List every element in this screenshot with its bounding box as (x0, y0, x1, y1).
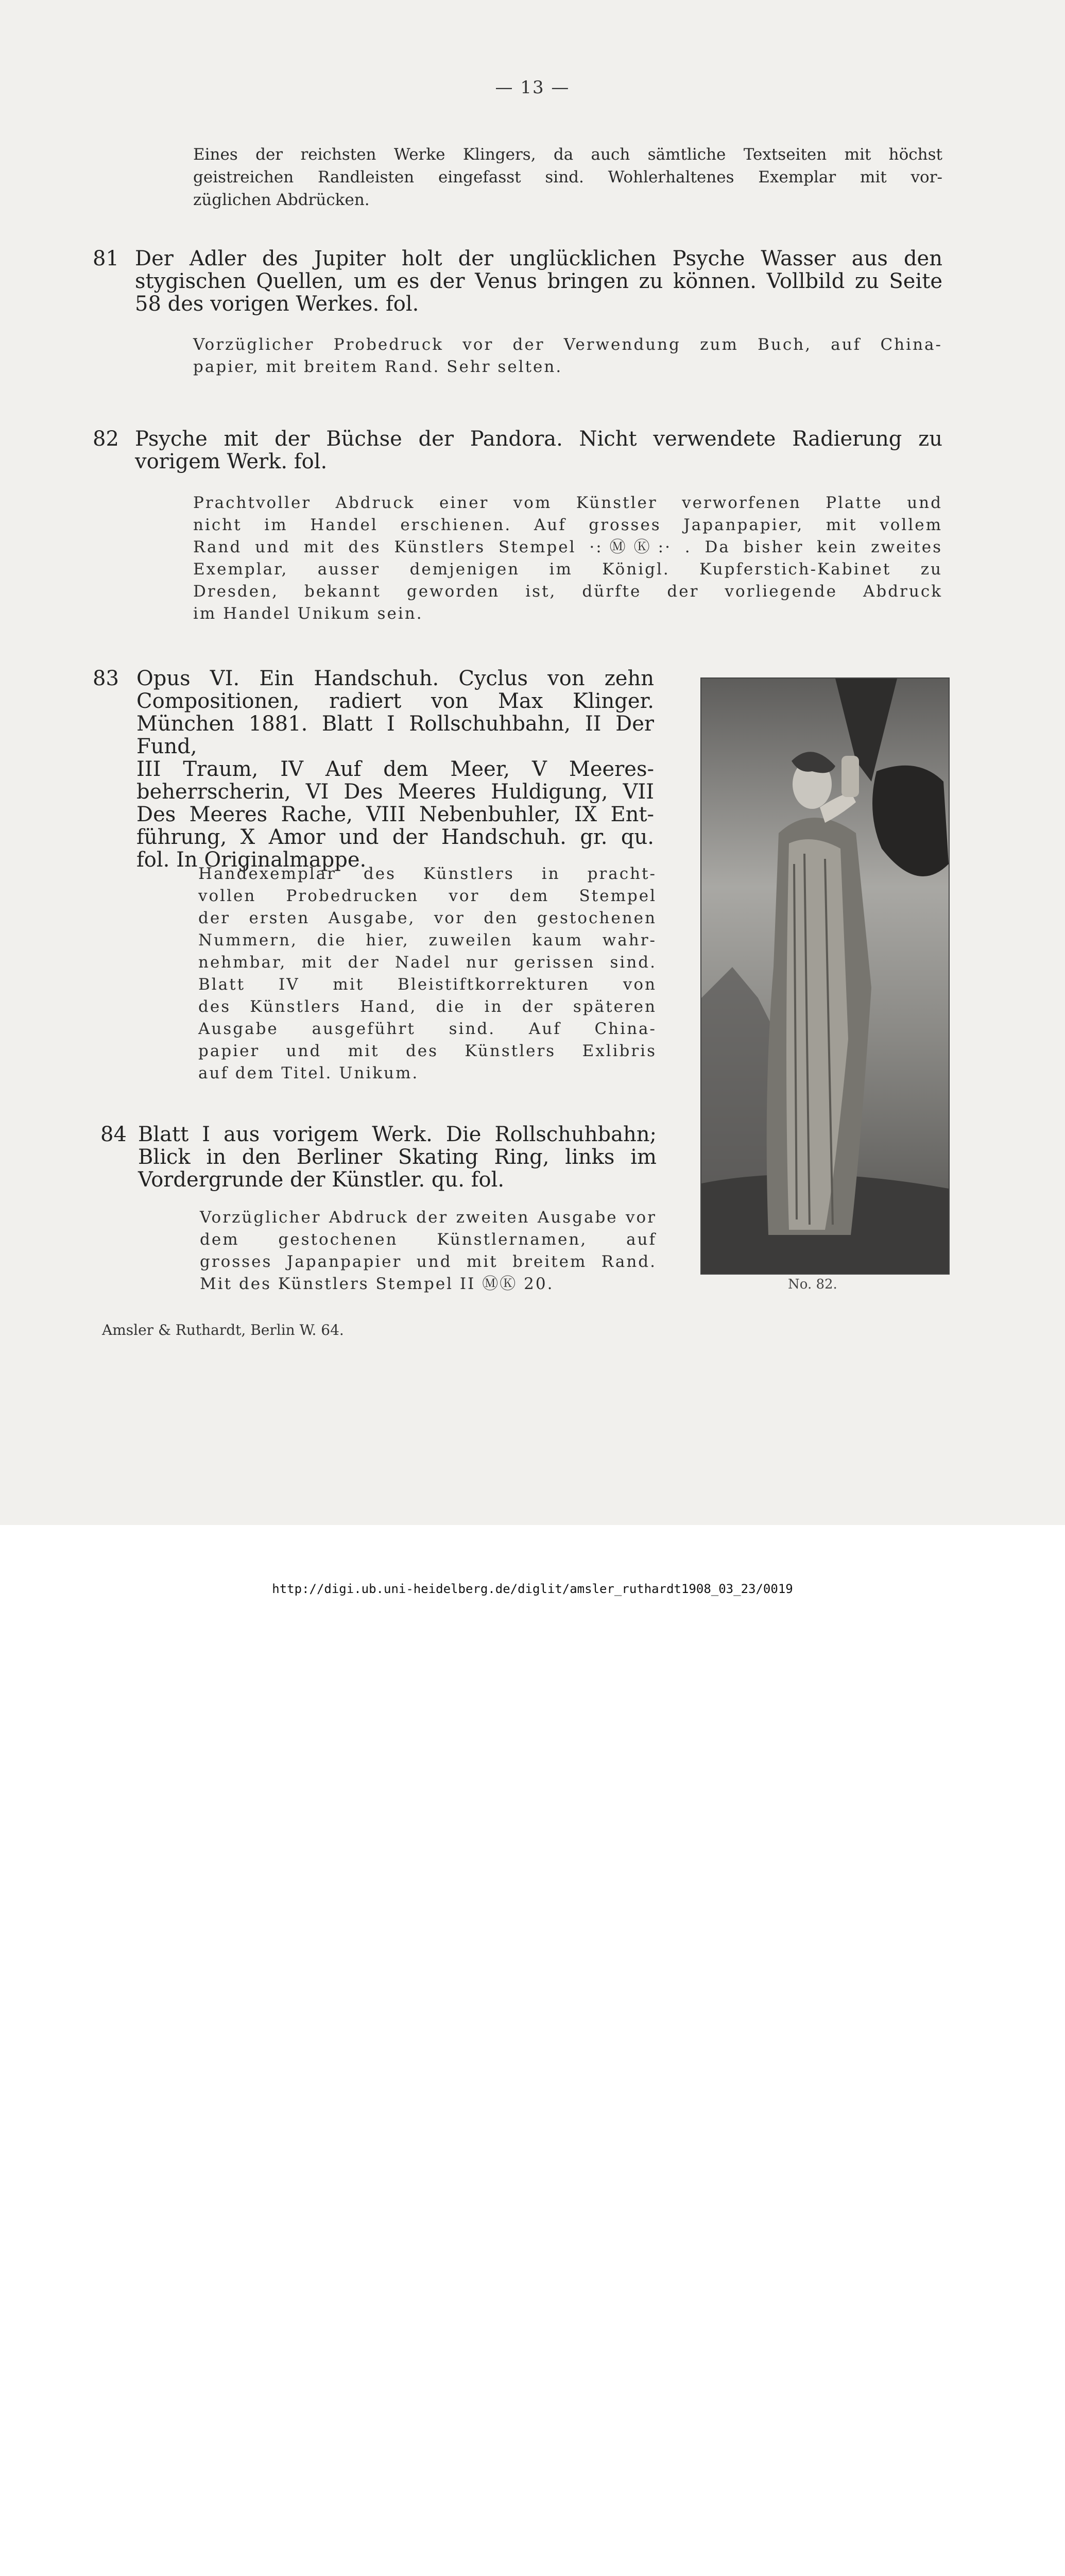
intro-paragraph (193, 143, 942, 211)
entry-title (136, 667, 654, 871)
intro-line: züglichen Abdrücken. (193, 191, 370, 209)
publisher-footer: Amsler & Ruthardt, Berlin W. 64. (102, 1321, 344, 1338)
description-line: papier, mit breitem Rand. Sehr selten. (193, 358, 563, 376)
entry-title-line: führung, X Amor und der Handschuh. gr. qu. (136, 825, 654, 849)
entry-description (193, 334, 942, 378)
entry-title-line: Blick in den Berliner Skating Ring, links im (138, 1145, 657, 1169)
page-number: — 13 — (495, 77, 570, 98)
psyche-etching-image (700, 677, 950, 1275)
entry-number: 83 (93, 667, 119, 690)
entry-title-line: stygischen Quellen, um es der Venus bringen zu können. Vollbild zu Seite (135, 269, 942, 293)
description-line: Ausgabe ausgeführt sind. Auf China- (198, 1020, 657, 1038)
entry-title-line: III Traum, IV Auf dem Meer, V Meeres- (136, 757, 654, 781)
figure-caption: No. 82. (788, 1277, 837, 1292)
description-line: Rand und mit des Künstlers Stempel ·:ⓂⓀ:· . Da bisher kein zweites (193, 538, 942, 556)
description-line: dem gestochenen Künstlernamen, auf (200, 1230, 657, 1249)
entry-title-line: beherrscherin, VI Des Meeres Huldigung, VII (136, 780, 654, 804)
source-url-link[interactable]: http://digi.ub.uni-heidelberg.de/diglit/amsler_ruthardt1908_03_23/0019 (272, 1582, 793, 1596)
entry-title-line: vorigem Werk. fol. (135, 450, 328, 473)
description-line: nehmbar, mit der Nadel nur gerissen sind. (198, 953, 657, 972)
entry-title-line: Blatt I aus vorigem Werk. Die Rollschuhbahn; (138, 1123, 657, 1146)
entry-title (138, 1123, 657, 1191)
entry-title-line: München 1881. Blatt I Rollschuhbahn, II Der Fund, (136, 712, 654, 758)
entry-title-line: fol. In Originalmappe. (136, 848, 367, 872)
description-line: Prachtvoller Abdruck einer vom Künstler verworfenen Platte und (193, 494, 942, 512)
description-line: nicht im Handel erschienen. Auf grosses Japanpapier, mit vollem (193, 516, 942, 534)
description-line: Exemplar, ausser demjenigen im Königl. Kupferstich-Kabinet zu (193, 560, 942, 579)
description-line: auf dem Titel. Unikum. (198, 1064, 419, 1082)
entry-title-line: Psyche mit der Büchse der Pandora. Nicht verwendete Radierung zu (135, 427, 942, 451)
description-line: Vorzüglicher Probedruck vor der Verwendung zum Buch, auf China- (193, 335, 942, 354)
entry-number: 81 (93, 247, 119, 270)
description-line: vollen Probedrucken vor dem Stempel (198, 887, 657, 905)
description-line: papier und mit des Künstlers Exlibris (198, 1042, 657, 1060)
entry-title-line: Der Adler des Jupiter holt der unglücklichen Psyche Wasser aus den (135, 247, 942, 270)
entry-title-line: Compositionen, radiert von Max Klinger. (136, 689, 654, 713)
entry-description (198, 863, 657, 1084)
description-line: grosses Japanpapier und mit breitem Rand. (200, 1252, 657, 1271)
entry-title (135, 428, 942, 473)
entry-number: 82 (93, 427, 119, 451)
entry-description (200, 1207, 657, 1295)
entry-title (135, 247, 942, 315)
description-line: Nummern, die hier, zuweilen kaum wahr- (198, 931, 657, 950)
entry-description (193, 492, 942, 625)
description-line: Mit des Künstlers Stempel II ⓂⓀ 20. (200, 1275, 554, 1293)
intro-line: geistreichen Randleisten eingefasst sind. Wohlerhaltenes Exemplar mit vor- (193, 168, 942, 187)
entry-title-line: Opus VI. Ein Handschuh. Cyclus von zehn (136, 667, 654, 690)
description-line: Dresden, bekannt geworden ist, dürfte der vorliegende Abdruck (193, 582, 942, 601)
description-line: Blatt IV mit Bleistiftkorrekturen von (198, 975, 657, 994)
description-line: Handexemplar des Künstlers in pracht- (198, 865, 657, 883)
description-line: im Handel Unikum sein. (193, 604, 423, 623)
description-line: Vorzüglicher Abdruck der zweiten Ausgabe vor (200, 1208, 657, 1227)
entry-number: 84 (100, 1123, 127, 1146)
entry-title-line: Des Meeres Rache, VIII Nebenbuhler, IX Ent- (136, 803, 654, 826)
entry-title-line: 58 des vorigen Werkes. fol. (135, 292, 419, 316)
description-line: der ersten Ausgabe, vor den gestochenen (198, 909, 657, 927)
description-line: des Künstlers Hand, die in der späteren (198, 997, 657, 1016)
intro-line: Eines der reichsten Werke Klingers, da auch sämtliche Textseiten mit höchst (193, 145, 942, 164)
psyche-etching-drawing (701, 679, 949, 1274)
entry-title-line: Vordergrunde der Künstler. qu. fol. (138, 1168, 505, 1192)
